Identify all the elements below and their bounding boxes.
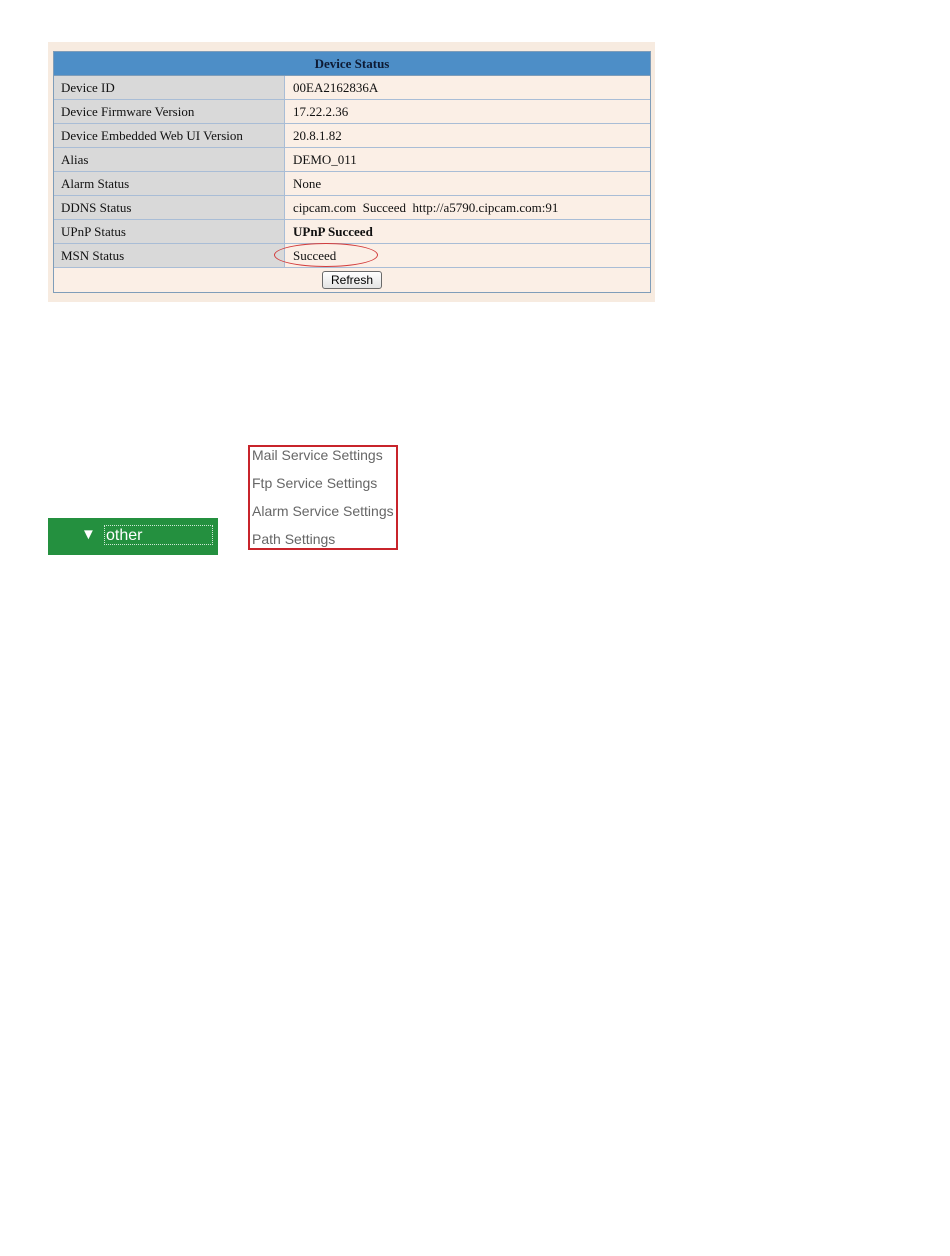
status-value: Succeed <box>293 248 337 263</box>
device-status-title: Device Status <box>54 52 650 76</box>
nav-item-other[interactable] <box>48 518 218 555</box>
submenu-item-alarm-service-settings[interactable]: Alarm Service Settings <box>252 503 394 519</box>
status-value: UPnP Succeed <box>285 220 650 243</box>
status-value: 20.8.1.82 <box>285 124 650 147</box>
submenu-item-ftp-service-settings[interactable]: Ftp Service Settings <box>252 475 378 491</box>
submenu-item-mail-service-settings[interactable]: Mail Service Settings <box>252 447 383 463</box>
status-label: DDNS Status <box>54 196 285 219</box>
settings-submenu <box>248 445 398 550</box>
nav-item-label[interactable]: other <box>104 525 213 545</box>
status-label: MSN Status <box>54 244 285 267</box>
msn-status-value-cell <box>285 244 650 267</box>
status-label: Device Firmware Version <box>54 100 285 123</box>
status-label: UPnP Status <box>54 220 285 243</box>
status-value: 00EA2162836A <box>285 76 650 99</box>
device-status-panel <box>48 42 655 302</box>
status-row-msn-status <box>54 244 650 268</box>
status-row-firmware-version <box>54 100 650 124</box>
status-label: Alarm Status <box>54 172 285 195</box>
triangle-down-icon: ▼ <box>81 526 96 543</box>
refresh-row <box>54 268 650 292</box>
status-row-upnp-status <box>54 220 650 244</box>
refresh-button[interactable]: Refresh <box>322 271 382 289</box>
status-row-alias <box>54 148 650 172</box>
status-row-ddns-status <box>54 196 650 220</box>
status-label: Device ID <box>54 76 285 99</box>
status-value: 17.22.2.36 <box>285 100 650 123</box>
status-value: None <box>285 172 650 195</box>
device-status-table <box>53 51 651 293</box>
status-row-device-id <box>54 76 650 100</box>
status-value: DEMO_011 <box>285 148 650 171</box>
status-row-web-ui-version <box>54 124 650 148</box>
status-label: Alias <box>54 148 285 171</box>
status-row-alarm-status <box>54 172 650 196</box>
submenu-item-path-settings[interactable]: Path Settings <box>252 531 336 547</box>
status-label: Device Embedded Web UI Version <box>54 124 285 147</box>
status-value: cipcam.com Succeed http://a5790.cipcam.com:91 <box>285 196 650 219</box>
